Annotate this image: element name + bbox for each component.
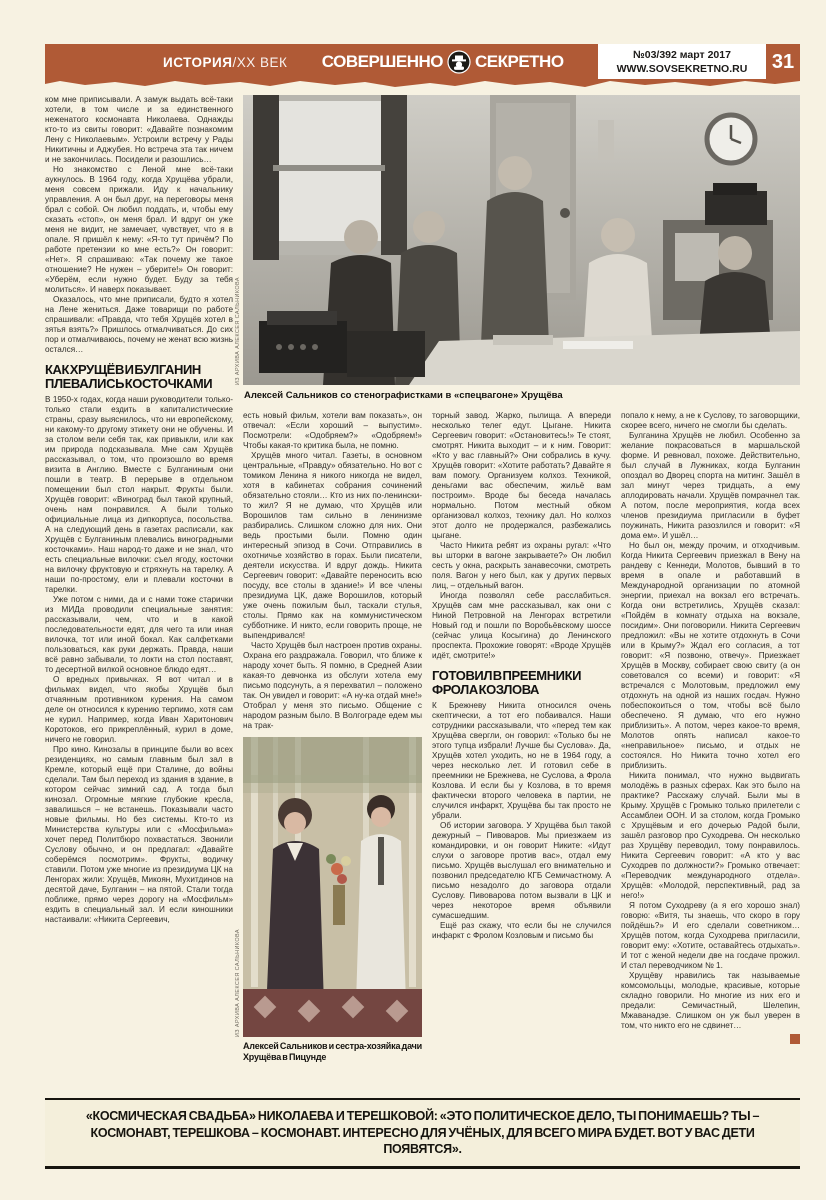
photo-caption-bottom: Алексей Сальников и сестра-хозяйка дачи Хрущёва в Пицунде (243, 1040, 423, 1063)
quote-banner (45, 1098, 800, 1169)
paragraph: Об истории заговора. У Хрущёва был такой дежурный – Пивоваров. Мы приезжаем из командировки, и он говорит Никите: «Идут слухи о заговоре против вас», отдал ему письмо. Хрущёв выслушал его внимательно и позвонил председателю КГБ Семичастному. А письмо незадолго до заговора отдали Суслову. Пивоварова потом вызвали в ЦК и через некоторое время объявили сумасшедшим. (432, 820, 611, 920)
paragraph: Я потом Суходреву (а я его хорошо знал) говорю: «Витя, ты знаешь, что скоро в гору пойдёшь?» И его сделали советником… Хрущёв потом, когда Суходрева пригласили, говорит ему: «Хотите, оставайтесь отдыхать». И тот с женой недели две на госдаче прожил. И стал переводчиком № 1. (621, 900, 800, 970)
paragraph: Но был он, между прочим, и отходчивым. Когда Никита Сергеевич приезжал в Вену на рандеву с Кеннеди, Молотов, бывший в то время в опале и работавший в Международной организации по атомной энергии, приехал на вокзал его встречать. Когда они встретились, Хрущёв сказал: «Пойдём в комнату отдыха на вокзале, посидим». Они поговорили. Никита Сергеевич предложил: «Вы не хотите отдохнуть в Сочи или в Крыму?» Ждал его согласия, а тот говорит: «Я позвоню, отвечу». Приезжает Хрущёв в Москву, собирает свою свиту (а он советовался со всеми) и говорит: «Я встречался с Молотовым, предложил ему отдохнуть на одной из наших госдач. Нужно побеспокоиться о том, чтобы всё было обеспечено. Я думаю, что его нужно приблизить». А потом, через какое-то время, Молотов опять написал какое-то «неправильное» письмо, и отдых не состоялся. Но Никита точно хотел его приблизить. (621, 540, 800, 770)
paragraph: Оказалось, что мне приписали, будто я хотел на Лене жениться. Даже товарищи по работе спрашивали: «Правда, что тебя Хрущёв хотел в зятья взять?» Пришлось отмалчиваться. До сих пор и отмалчиваюсь, почему не женат всю жизнь остался… (45, 295, 233, 354)
website-url[interactable]: WWW.SOVSEKRETNO.RU (616, 63, 748, 75)
column-1 (45, 95, 233, 1063)
paragraph: О вредных привычках. Я вот читал и в фильмах видел, что якобы Хрущёв был отчаянным противником курения. На самом деле он относился к курению терпимо, хотя сам не курил. Например, когда Иван Харитонович Коротоков, его прикреплённый, курил в доме, ничего не говорил. (45, 675, 233, 745)
section-label-bold: ИСТОРИЯ (163, 54, 233, 70)
issue-number: №03/392 март 2017 (633, 48, 731, 61)
column-4 (621, 411, 800, 1064)
article-body (45, 95, 800, 1063)
torn-paper-edge (45, 79, 800, 88)
paragraph: ком мне приписывали. А замуж выдать всё-таки хотели, в том числе и за единственного неженатого космонавта Николаева. Однажды кто-то из свиты говорит: «Давайте познакомим Лену с Николаевым». Устроили встречу у Рады Никитичны и Аджубея. Но встреча эта так ничем и не закончилась. Посидели и разошлись… (45, 95, 233, 164)
paragraph: Ещё раз скажу, что если бы не случился инфаркт с Фролом Козловым и письмо бы (432, 920, 611, 940)
newspaper-logo (322, 44, 564, 80)
paragraph: попало к нему, а не к Суслову, то заговорщики, скорее всего, ничего не смогли бы сделать. (621, 410, 800, 430)
paragraph: К Брежневу Никита относился очень скептически, а тот его побаивался. Наши сотрудники рассказывали, что «перед тем как Хрущёва свергли, он говорил: «Только бы не этого тупца избрали! Лучше бы Суслова». Да, Хрущёв хотел уходить, но не в 1964 году, а через несколько лет. И готовил себе в преемники не Брежнева, не Суслова, а Фрола Козлова. И если бы у Козлова, в то время фактически второго человека в партии, не случился инфаркт, Хрущёва бы так просто не убрали. (432, 700, 611, 820)
quote-text: «КОСМИЧЕСКАЯ СВАДЬБА» НИКОЛАЕВА И ТЕРЕШКОВОЙ: «ЭТО ПОЛИТИЧЕСКОЕ ДЕЛО, ТЫ ПОНИМАЕШЬ? ТЫ – КОСМОНАВТ, ТЕРЕШКОВА – КОСМОНАВТ. ИНТЕРЕСНО ДЛЯ УЧЁНЫХ, ДЛЯ ВСЕГО МИРА БУДЕТ. ВОТ У ВАС ДЕТИ ПОЯВЯТСЯ». (85, 1109, 760, 1156)
train-car-photo-illustration (243, 95, 800, 385)
section-label-rest: /XX ВЕК (232, 54, 288, 70)
right-area (235, 95, 800, 1063)
subheading-kozlov: ГОТОВИЛ В ПРЕЕМНИКИ ФРОЛА КОЗЛОВА (432, 667, 582, 697)
photo-caption-top: Алексей Сальников со стенографистками в «спецвагоне» Хрущёва (244, 390, 563, 401)
spy-emblem-icon (447, 50, 471, 74)
text-columns (235, 410, 800, 1064)
paragraph: Булганина Хрущёв не любил. Особенно за желание покрасоваться в маршальской форме. И ревновал, похоже. Действительно, был случай в Лужниках, когда Булганин опоздал во Дворец спорта на митинг. Зашёл в зал минут через тридцать, а ему аплодировать начали. Хрущёв помрачнел так. А потом, после мероприятия, когда всех членов президиума пригласили в буфет поужинать, Никита разозлился и говорит: «Я дома ем». И ушёл… (621, 430, 800, 540)
photo-pitsunda (235, 737, 422, 1037)
paragraph: Про кино. Кинозалы в принципе были во всех резиденциях, но самым главным был зал в Кремле, который ещё при Сталине, до войны сделали. Там был переход из здания в здание, в котором сейчас зимний сад. А тогда был кинозал. Огромные мягкие глубокие кресла, завалишься – не встанешь. Показывали часто новые фильмы. Но без системы. Кто-то из Министерства культуры или с «Мосфильма» хочет перед Политбюро похвастаться. Звонили Суслову обычно, и он предлагал: «Давайте соберёмся посмотрим». Фрукты, водичку ставили. Потом уже многие из президиума ЦК на Ленгорах жили: Хрущёв, Микоян, Мухитдинов на десятой даче, Булганин – на пятой. Стали тогда поближе, прямо через дорогу на «Мосфильм» ездить в специальный зал. И если киношники настаивали: «Никита Сергеевич, (45, 745, 233, 925)
paragraph: В 1950-х годах, когда наши руководители только-только стали ездить в капиталистические страны, сразу выяснилось, что ни европейскому, ни какому-то другому этикету они не обучены. И за столом вели себя так, как привыкли, или как им природа подсказывала. Мне сам Хрущёв рассказывал, о том, что произошло во время визита в Англию. Вместе с Булганиным они пошли в театр. В перерыве в отдельном помещении был стол накрыт. Фрукты были. Хрущёв говорит: «Виноград был такой крупный, очень нам понравился. А были только официальные лица из дипкорпуса, посольства. А на следующий день в газетах расписали, как Хрущёв с Булганиным плевались виноградными косточками». Наш народ-то даже и не знал, что есть специальные вилочки: съел ягоду, косточки на вилочку фруктовую и стряхнуть на тарелку. А наши по-простому, ели и плевали косточки в тарелки. (45, 395, 233, 595)
paragraph: Часто Никита ребят из охраны ругал: «Что вы шторки в вагоне закрываете?» Он любил сесть у окна, раскрыть занавесочки, смотреть поля. Вагон у него был, как у других первых лиц, – отдельный вагон. (432, 540, 611, 590)
column-3 (432, 411, 611, 1064)
photo-credit: ИЗ АРХИВА АЛЕКСЕЯ САЛЬНИКОВА (235, 928, 241, 1037)
paragraph: торный завод. Жарко, пылища. А впереди несколько телег едут. Цыгане. Никита Сергеевич говорит: «Остановитесь!» Те стоят, смотрят. Никита выходит – и к ним. Говорит: «Кто у вас главный?» Они собрались в кучу. Хрущёв говорит: «Хотите работать? Давайте я вам помогу. Организуем колхоз. Техникой, деньгами вас обеспечим, жильё вам построим». Вроде бы беседа началась нормально. Потом местный обком организовал колхоз, технику дал. Но колхоз этот долго не продержался, разбежались цыгане. (432, 410, 611, 540)
paragraph: есть новый фильм, хотели вам показать», он отвечал: «Если хороший – выпустим». Посмотрели: «Одобряем?» «Одобряем!» Чтобы какая-то критика была, не помню. (243, 410, 422, 450)
subheading-kostochki: КАК ХРУЩЁВ И БУЛГАНИН ПЛЕВАЛИСЬ КОСТОЧКАМИ (45, 362, 213, 392)
pitsunda-photo-illustration (243, 737, 422, 1037)
page-number: 31 (771, 50, 795, 73)
column-2 (235, 410, 423, 1064)
paragraph: Иногда позволял себе расслабиться. Хрущёв сам мне рассказывал, как они с Ниной Петровной на Ленгорах встретили Новый год и пошли по Воробьёвскому шоссе (сейчас улица Косыгина) до Ленинского проспекта. Прохожие говорят: «Вроде Хрущёв идёт, смотрите!» (432, 590, 611, 660)
paragraph: Часто Хрущёв был настроен против охраны. Охрана его раздражала. Говорил, что ближе к народу хочет быть. Я помню, в Средней Азии какая-то девчонка из обслуги хотела ему письмо подсунуть, а я перехватил – положено так. Он увидел и говорит: «А ну-ка отдай мне!» Отобрал у меня это письмо. Общение с народом разным было. В Волгограде едем мы на трак- (243, 640, 422, 730)
issue-box (598, 44, 766, 80)
photo-credit: ИЗ АРХИВА АЛЕКСЕЯ САЛЬНИКОВА (235, 276, 241, 385)
section-label (163, 44, 287, 80)
paragraph: Уже потом с ними, да и с нами тоже старички из МИДа проводили специальные занятия: рассказывали, чем, что и в какой последовательности едят, для чего та или иная вилочка, тот или иной бокал. Как салфетками пользоваться, как руки держать. Правда, наши всё равно забывали, то локти на стол поставят, то десертной вилкой основное блюдо едят… (45, 595, 233, 675)
paragraph: Никита понимал, что нужно выдвигать молодёжь в разных сферах. Как это было на практике? Расскажу случай. Были мы в Крыму. Хрущёв с Громыко только прилетели с Ассамблеи ООН. И за столом, когда Громыко с Хрущёвым и его дочерью Радой были, зашёл разговор про Суходрева. Он несколько раз Хрущёву переводил, тому понравилось. Никита Сергеевич говорит: «А кто у вас Суходрев по должности?» Громыко отвечает: «Переводчик международного отдела». Хрущёв: «Молодой, перспективный, рад за него!» (621, 770, 800, 900)
photo-train-car (235, 95, 800, 385)
brand-left: СОВЕРШЕННО (321, 52, 443, 71)
end-of-article-marker (790, 1034, 800, 1044)
header-bar (45, 44, 800, 80)
brand-right: СЕКРЕТНО (475, 52, 564, 71)
paragraph: Хрущёву нравились так называемые комсомольцы, молодые, красивые, которые складно говорили. Но многие из них его и предали: Семичастный, Шелепин, Мжаванадзе. Слишком он уж был уверен в том, что никто его не сдвинет… (621, 970, 800, 1030)
paragraph: Хрущёв много читал. Газеты, в основном центральные, «Правду» обязательно. Но вот с томиком Ленина я никого никогда не видел, хотя в кабинетах собрания сочинений обязательно стояли… Кто из них по-ленински-то жил? Я не думаю, что Хрущёв или Ворошилов там сильно в ленинизме разбирались. Слишком сложно для них. Они ведь простыми были. Помню один интересный эпизод в Сочи. Отправились в охотничье хозяйство в горах. Были писатели, деятели искусства. И вдруг дождь. Никита Сергеевич говорит: «Давайте переносить всю посуду, все столы в здание!» И все члены президиума ЦК, даже Ворошилов, который уже очень пожилым был, таскали стулья, столы. Прямо как на коммунистическом субботнике. И никто, если говорить проще, не выпендривался! (243, 450, 422, 640)
paragraph: Но знакомство с Леной мне всё-таки аукнулось. В 1964 году, когда Хрущёва убрали, меня совсем прижали. Иду к начальнику управления. А он был друг, на переговоры меня брал с собой. Он любил поддать, и, чтобы ему сказать «стоп», он меня брал. И вдруг он уже меня не видит, не замечает, чувствует, что я в опале. Я пришёл к нему: «Я-то тут причём? По работе претензии ко мне есть?» Он говорит: «Нет». Я спрашиваю: «Так почему же такое отношение? Не нужен – уберите!» Он говорит: «Уберём, если нужно будет. Буду за тебя молиться». И наверх показывает. (45, 165, 233, 294)
